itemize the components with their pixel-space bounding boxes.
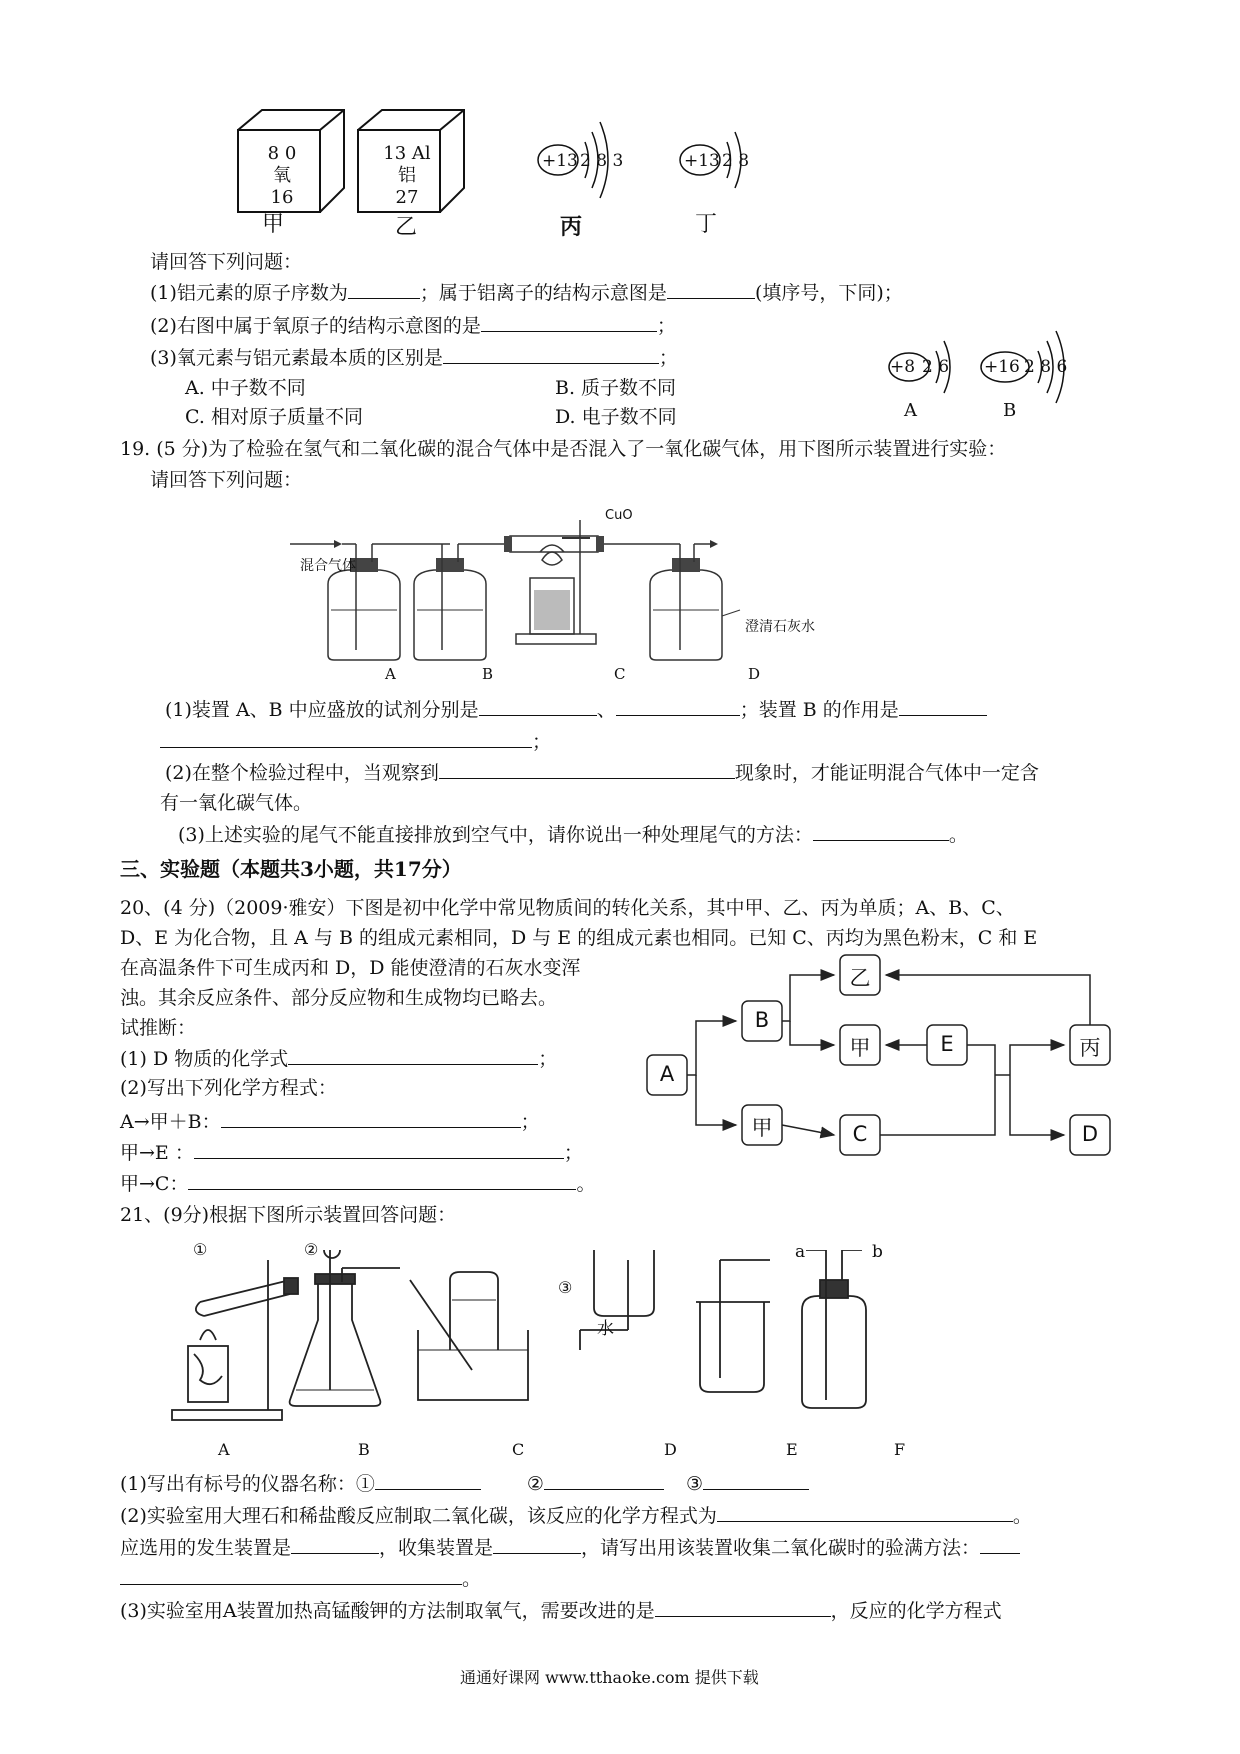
limewater-label: 澄清石灰水 [745,619,815,635]
q18-option-a: A. 中子数不同 [185,377,306,399]
q19-blank-5[interactable] [439,760,735,779]
q19-p2-text: (2)在整个检验过程中，当观察到 [165,762,439,784]
node-bing: 丙 [1079,1036,1101,1060]
q19-p3-text: (3)上述实验的尾气不能直接排放到空气中，请你说出一种处理尾气的方法： [178,824,813,846]
q18-p2-text: (2)右图中属于氧原子的结构示意图的是 [150,315,481,337]
q19-p1-text: (1)装置 A、B 中应盛放的试剂分别是 [165,699,479,721]
q18-p1-text: (1)铝元素的原子序数为 [150,282,348,304]
aluminum-mass: 27 [395,187,419,208]
q21-blank-3[interactable] [703,1471,809,1490]
section-3-heading: 三、实验题（本题共3小题，共17分） [120,857,462,881]
node-a: A [659,1062,675,1086]
apparatus-label-d: D [748,665,761,683]
atom-a-label: A [904,400,917,421]
q21-p1-text: (1)写出有标号的仪器名称：① [120,1473,375,1495]
q20-eq3-label: 甲→C： [120,1173,189,1195]
q19-blank-3[interactable] [899,697,987,716]
heated-tube-c [504,520,680,644]
q18-option-b: B. 质子数不同 [555,377,677,399]
q21-blank-8[interactable] [120,1566,462,1585]
node-b: B [754,1008,770,1032]
q19-p1-end: ； [532,731,552,753]
q18-p3-text: (3)氧元素与铝元素最本质的区别是 [150,347,443,369]
q18-blank-3[interactable] [481,313,657,332]
q18-p1-text-b: ；属于铝离子的结构示意图是 [419,282,667,304]
conversion-diagram [640,945,1140,1165]
device-label-e: E [786,1440,798,1459]
q19-blank-1[interactable] [479,697,597,716]
figure-label-jia: 甲 [262,212,285,237]
q21-blank-4[interactable] [717,1503,1013,1522]
q19-p1-sep: 、 [596,699,616,721]
atom-b-nucleus: +16 [984,357,1020,377]
atom-b-label: B [1003,400,1017,421]
q21-p2-text: (2)实验室用大理石和稀盐酸反应制取二氧化碳，该反应的化学方程式为 [120,1505,717,1527]
co-detection-apparatus [290,500,890,690]
q21-p3-text: (3)实验室用A装置加热高锰酸钾的方法制取氧气，需要改进的是 [120,1600,655,1622]
figure-label-yi: 乙 [395,215,418,240]
q21-blank-7[interactable] [980,1535,1020,1554]
node-c: C [852,1122,868,1146]
q18-blank-4[interactable] [443,345,659,364]
aluminum-name: 铝 [398,165,416,186]
port-a-label: a [795,1242,806,1262]
bottle-d [650,540,740,660]
node-jia-upper: 甲 [849,1036,871,1060]
bing-shells: 2 8 3 [580,151,624,171]
q19-p2-text-b: 现象时，才能证明混合气体中一定含 [734,762,1039,784]
q20-eq2-label: 甲→E ： [120,1142,194,1164]
ding-shells: 2 8 [722,151,750,171]
q19-stem: 19. (5 分)为了检验在氢气和二氧化碳的混合气体中是否混入了一氧化碳气体，用下图所示装置进行实验： [120,438,1007,460]
node-d: D [1081,1122,1099,1146]
node-yi: 乙 [849,966,871,990]
q18-option-c: C. 相对原子质量不同 [185,406,363,428]
atom-b-shells: 2 8 6 [1024,357,1068,377]
q21-p3-text-b: ，反应的化学方程式 [830,1600,1002,1622]
q21-p1-marker-2: ② [526,1473,544,1495]
node-jia-lower: 甲 [751,1116,773,1140]
q21-p2-text-c: ，收集装置是 [379,1537,494,1559]
atom-a-nucleus: +8 [890,357,916,377]
q20-eq1-label: A→甲＋B： [120,1111,221,1133]
q20-p1-text: (1) D 物质的化学式 [120,1048,289,1070]
aluminum-number: 13 Al [383,143,431,164]
lab-apparatus-set [160,1250,990,1430]
device-label-c: C [512,1440,525,1459]
port-b-label: b [872,1242,883,1262]
instrument-3-marker: ③ [558,1278,573,1297]
q21-p1-marker-3: ③ [685,1473,704,1495]
q20-eq3-end: 。 [576,1173,596,1195]
q20-stem-3: 在高温条件下可生成丙和 D，D 能使澄清的石灰水变浑 [120,957,581,979]
q21-blank-1[interactable] [375,1471,481,1490]
q21-blank-6[interactable] [493,1535,581,1554]
q21-blank-5[interactable] [291,1535,379,1554]
q20-stem-2: D、E 为化合物，且 A 与 B 的组成元素相同，D 与 E 的组成元素也相同。已知 C、丙均为黑色粉末，C 和 E [120,927,1038,949]
oxygen-name: 氧 [273,165,291,186]
device-label-a: A [218,1440,230,1459]
water-label: 水 [597,1319,614,1339]
q20-stem-1: 20、(4 分)（2009·雅安）下图是初中化学中常见物质间的转化关系，其中甲、乙、丙为单质；A、B、C、 [120,897,1015,919]
q19-stem-2: 请回答下列问题： [150,469,303,491]
bing-nucleus: +13 [542,151,578,171]
q21-p2-end-b: 。 [462,1568,482,1590]
q21-blank-2[interactable] [544,1471,664,1490]
q18-option-d: D. 电子数不同 [555,406,677,428]
q21-p2-text-b: 应选用的发生装置是 [120,1537,292,1559]
apparatus-label-b: B [482,665,494,683]
q19-p1-text-b: ；装置 B 的作用是 [739,699,899,721]
apparatus-label-a: A [385,665,396,683]
q20-stem-5: 试推断： [120,1017,197,1039]
q19-blank-6[interactable] [813,822,949,841]
instrument-1-marker: ① [193,1240,208,1259]
q18-intro: 请回答下列问题： [150,251,303,273]
q20-blank-1[interactable] [288,1046,538,1065]
q18-p3-end: ； [658,347,678,369]
q21-p2-end: 。 [1012,1505,1032,1527]
page-footer: 通通好课网 www.tthaoke.com 提供下载 [460,1668,759,1687]
q19-blank-4[interactable] [160,729,532,748]
oxygen-mass: 16 [270,187,294,208]
q20-eq2-end: ； [563,1142,583,1164]
atom-a-shells: 2 6 [922,357,950,377]
instrument-2-marker: ② [304,1240,319,1259]
cuo-label: CuO [605,508,633,523]
q18-p2-end: ； [656,315,676,337]
q20-stem-4: 浊。其余反应条件、部分反应物和生成物均已略去。 [120,987,558,1009]
q19-p2-text-c: 有一氧化碳气体。 [160,792,313,814]
q21-blank-9[interactable] [655,1598,831,1617]
q18-blank-1[interactable] [348,280,420,299]
node-e: E [940,1032,954,1056]
q20-p1-end: ； [538,1048,558,1070]
q19-blank-2[interactable] [616,697,740,716]
q21-p2-text-d: ，请写出用该装置收集二氧化碳时的验满方法： [581,1537,981,1559]
q20-blank-eq1[interactable] [221,1109,521,1128]
mixed-gas-label: 混合气体 [300,558,356,574]
q21-stem: 21、(9分)根据下图所示装置回答问题： [120,1204,457,1226]
device-label-b: B [358,1440,370,1459]
q18-blank-2[interactable] [667,280,755,299]
oxygen-number: 8 0 [267,143,297,164]
figure-label-ding: 丁 [695,212,718,237]
q20-blank-eq3[interactable] [188,1171,576,1190]
apparatus-label-c: C [614,665,626,683]
q18-p1-text-c: (填序号，下同)； [754,282,903,304]
device-label-d: D [664,1440,677,1459]
q20-blank-eq2[interactable] [194,1140,564,1159]
q19-p3-end: 。 [948,824,968,846]
device-label-f: F [894,1440,906,1459]
ding-nucleus: +13 [684,151,720,171]
element-figures [230,100,870,250]
q20-p2-text: (2)写出下列化学方程式： [120,1077,337,1099]
bottle-b [414,544,510,660]
q20-eq1-end: ； [520,1111,540,1133]
figure-label-bing: 丙 [560,214,583,240]
